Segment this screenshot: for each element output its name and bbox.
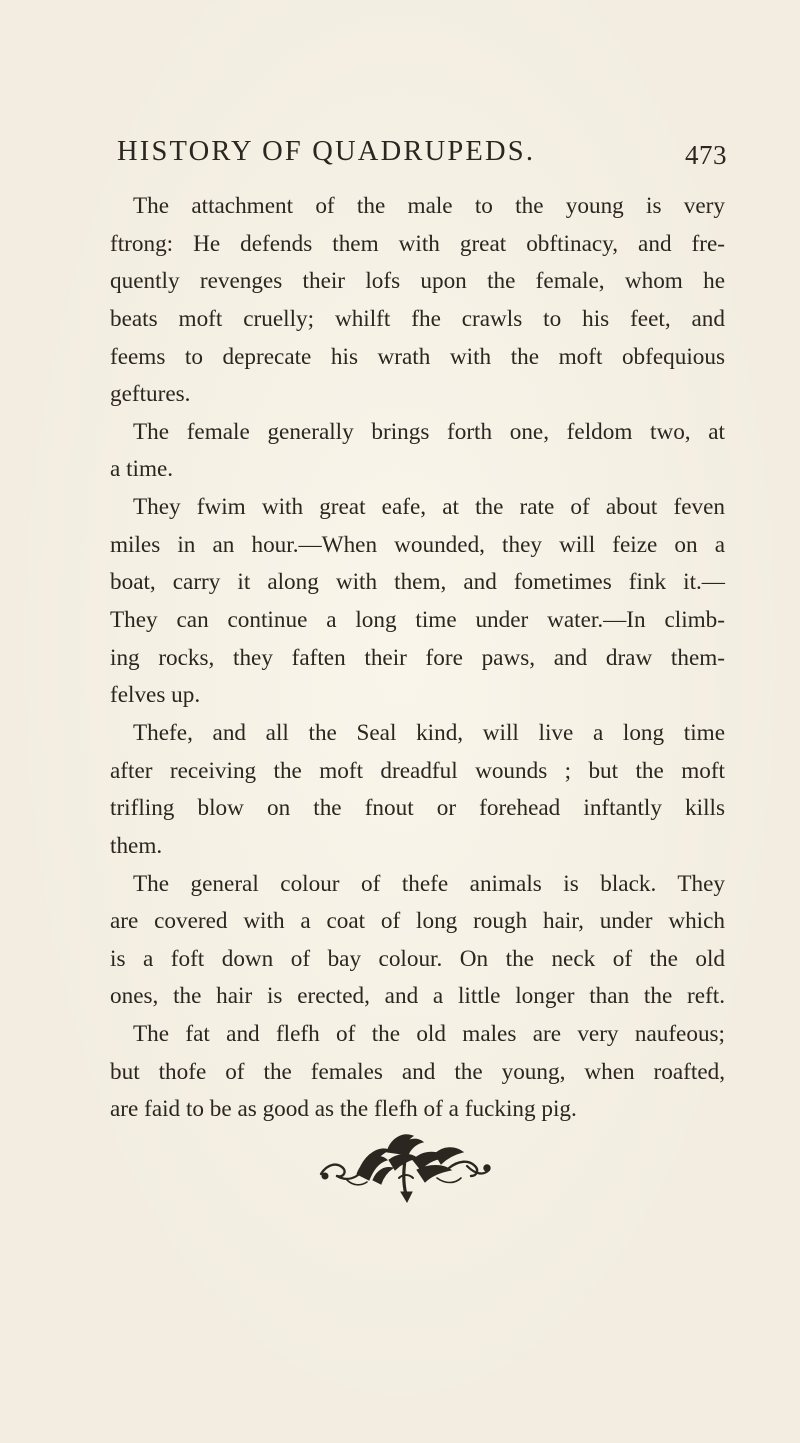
- text-line: miles in an hour.—When wounded, they will feize on a: [110, 531, 725, 558]
- text-line: are covered with a coat of long rough hair, under which: [110, 908, 725, 935]
- text-line: are faid to be as good as the flefh of a fucking pig.: [110, 1096, 577, 1123]
- text-line: boat, carry it along with them, and fometimes fink it.—: [110, 569, 725, 596]
- text-line: after receiving the moft dreadful wounds ; but the moft: [110, 757, 725, 784]
- text-line: them.: [110, 832, 163, 859]
- floral-tailpiece-icon: [317, 1130, 495, 1204]
- text-line: felves up.: [110, 682, 201, 709]
- text-line: quently revenges their lofs upon the female, whom he: [110, 268, 725, 295]
- body-text: [110, 188, 725, 1129]
- text-line: The attachment of the male to the young is very: [133, 193, 725, 219]
- text-line: beats moft cruelly; whilft fhe crawls to his feet, and: [110, 305, 725, 332]
- text-line: feems to deprecate his wrath with the moft obfequious: [110, 343, 725, 370]
- running-head-title: HISTORY OF QUADRUPEDS.: [117, 136, 536, 167]
- text-line: Thefe, and all the Seal kind, will live a long time: [133, 719, 725, 746]
- text-line: The fat and flefh of the old males are very naufeous;: [133, 1021, 725, 1048]
- text-line: trifling blow on the fnout or forehead inftantly kills: [110, 795, 725, 822]
- page-number: 473: [685, 140, 727, 170]
- text-line: The general colour of thefe animals is black. They: [133, 870, 725, 897]
- text-line: The female generally brings forth one, feldom two, at: [133, 418, 725, 445]
- text-line: ftrong: He defends them with great obftinacy, and fre-: [110, 230, 725, 257]
- text-line: a time.: [110, 456, 174, 483]
- text-line: They can continue a long time under water.—In climb-: [110, 607, 725, 634]
- text-line: geftures.: [110, 381, 191, 408]
- text-line: ing rocks, they faften their fore paws, and draw them-: [110, 644, 725, 671]
- text-line: but thofe of the females and the young, when roafted,: [110, 1058, 725, 1085]
- text-line: is a foft down of bay colour. On the neck of the old: [110, 945, 725, 972]
- text-line: ones, the hair is erected, and a little longer than the reft.: [110, 983, 725, 1010]
- running-head: [117, 136, 727, 176]
- text-line: They fwim with great eafe, at the rate of about feven: [133, 494, 725, 521]
